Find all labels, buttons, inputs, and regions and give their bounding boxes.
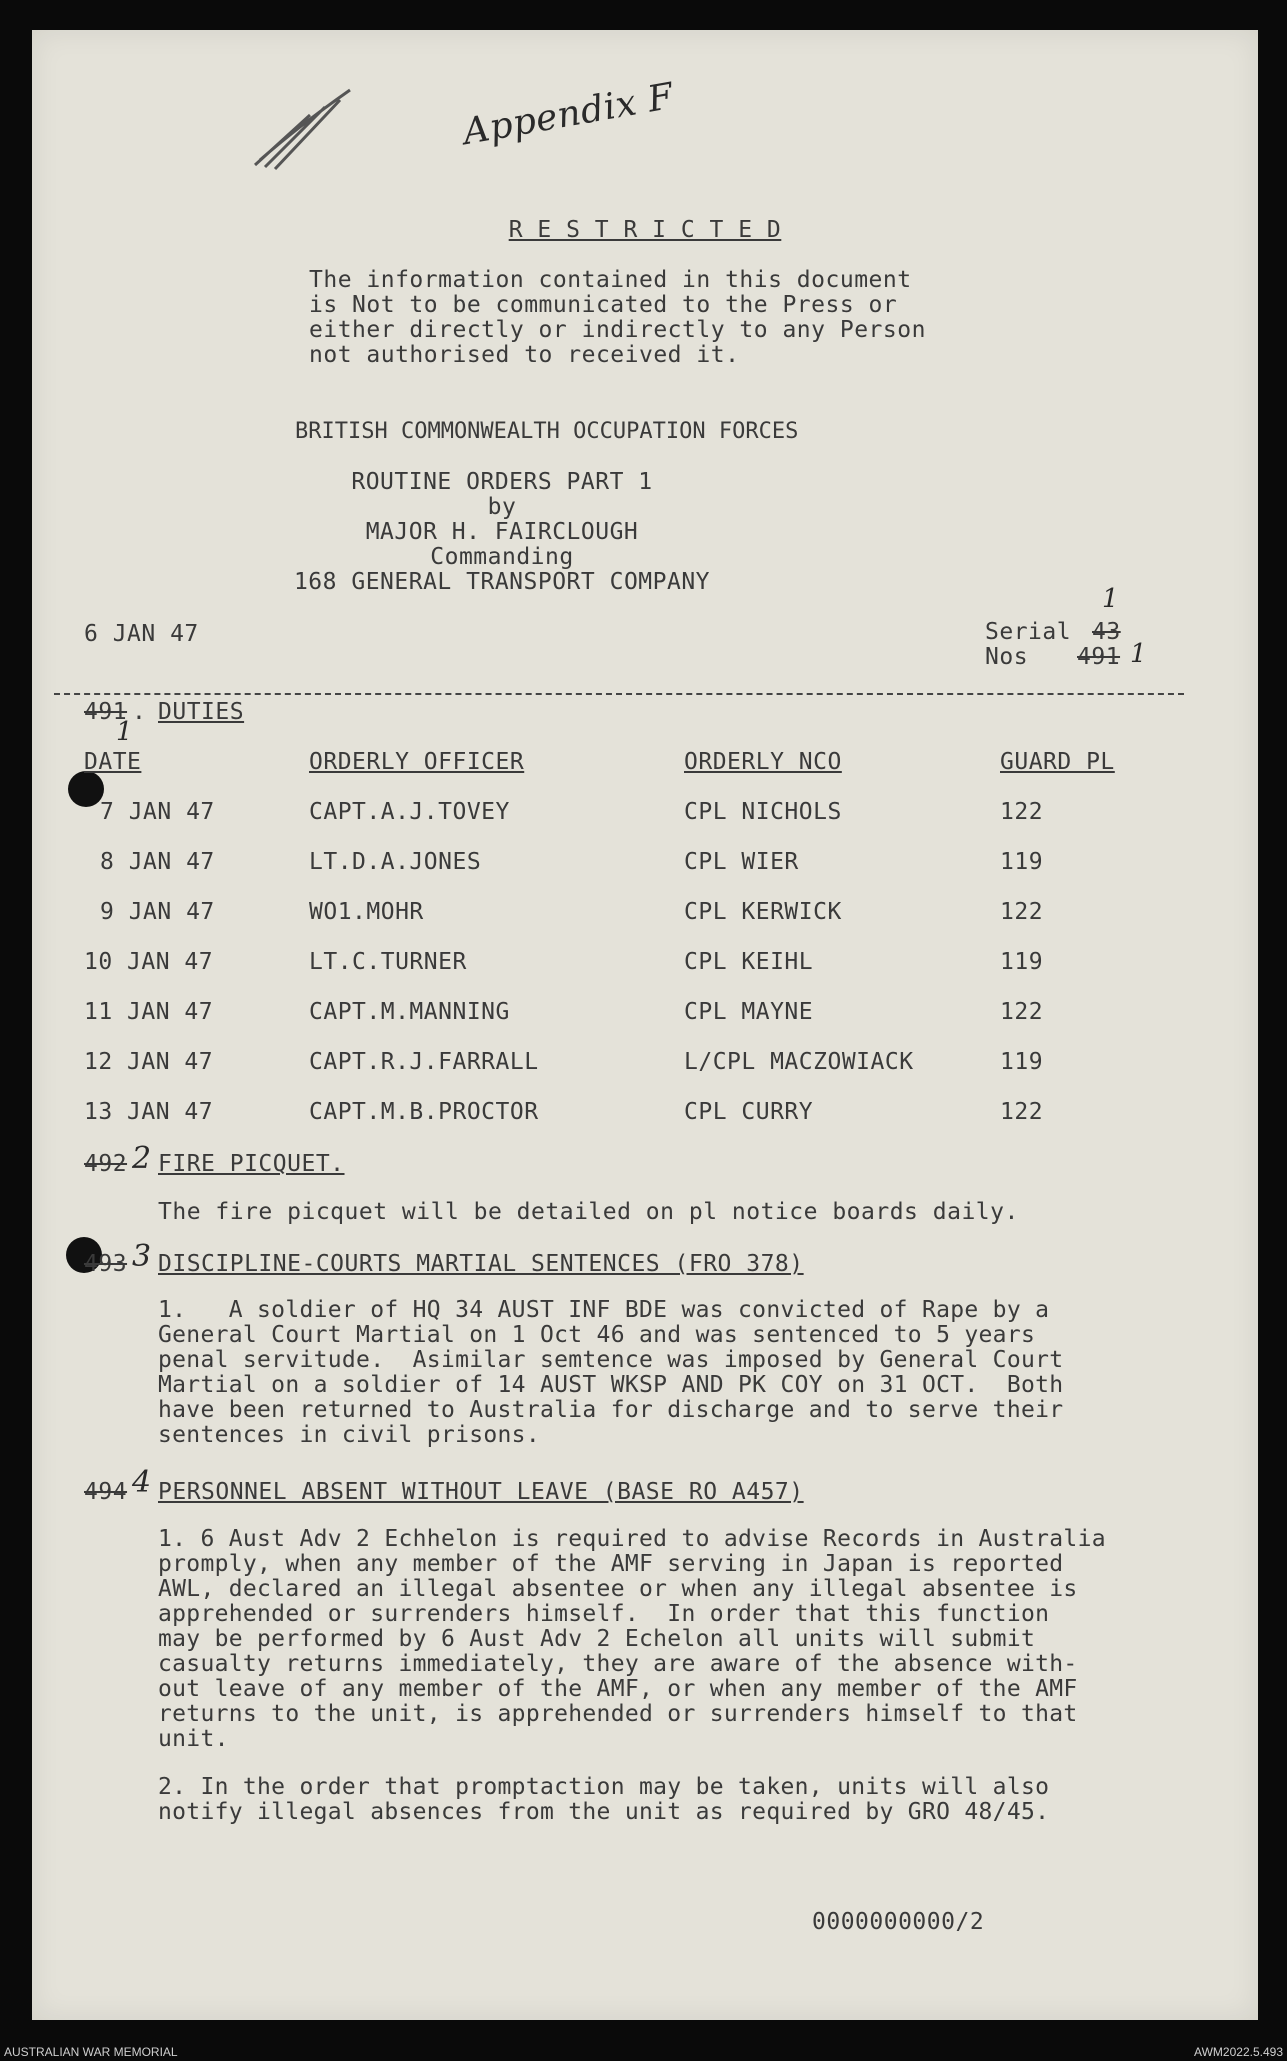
awl-paragraph-2: 2. In the order that promptaction may be taken, units will also notify illegal absences from the unit as required by GRO 48/45. bbox=[158, 1774, 1050, 1825]
title-line: ROUTINE ORDERS PART 1 bbox=[351, 469, 653, 495]
duty-date: 12 JAN 47 bbox=[84, 1049, 214, 1075]
notice-line: not authorised to received it. bbox=[309, 342, 740, 368]
orderly-officer: LT.C.TURNER bbox=[309, 949, 467, 975]
item-struck-number: 491 bbox=[84, 699, 128, 725]
notice-line: either directly or indirectly to any Person bbox=[309, 317, 926, 343]
nos-struck-number: 491 bbox=[1077, 644, 1121, 670]
item-struck-number: 492 bbox=[84, 1151, 128, 1177]
guard-pl: 119 bbox=[1000, 949, 1044, 975]
title-line: by bbox=[487, 494, 517, 520]
discipline-heading: DISCIPLINE-COURTS MARTIAL SENTENCES (FRO 378) bbox=[158, 1251, 804, 1277]
orderly-officer: CAPT.A.J.TOVEY bbox=[309, 799, 510, 825]
column-header-orderly-nco: ORDERLY NCO bbox=[684, 749, 842, 775]
nos-correction: 1 bbox=[1130, 639, 1148, 669]
awl-heading: PERSONNEL ABSENT WITHOUT LEAVE (BASE RO A457) bbox=[158, 1479, 804, 1505]
guard-pl: 122 bbox=[1000, 799, 1044, 825]
serial-correction: 1 bbox=[1102, 584, 1120, 614]
guard-pl: 122 bbox=[1000, 899, 1044, 925]
orderly-nco: CPL NICHOLS bbox=[684, 799, 842, 825]
item-correction: 3 bbox=[132, 1239, 152, 1274]
restricted-heading: R E S T R I C T E D bbox=[508, 217, 782, 243]
item-struck-number: 493 bbox=[84, 1251, 128, 1277]
duties-heading: DUTIES bbox=[158, 699, 245, 725]
binder-hole bbox=[68, 771, 104, 807]
order-date: 6 JAN 47 bbox=[84, 621, 199, 647]
orderly-officer: WO1.MOHR bbox=[309, 899, 424, 925]
orderly-nco: CPL KERWICK bbox=[684, 899, 842, 925]
duty-date: 9 JAN 47 bbox=[100, 899, 215, 925]
organisation-title: BRITISH COMMONWEALTH OCCUPATION FORCES bbox=[295, 419, 799, 444]
title-line: MAJOR H. FAIRCLOUGH bbox=[365, 519, 639, 545]
discipline-paragraph: 1. A soldier of HQ 34 AUST INF BDE was convicted of Rape by a General Court Martial on 1 Oct 46 and was sentenced to 5 years penal servitude. Asimilar semtence was imposed by General Court Martial on a soldier of 14 AUST WKSP AND PK COY on 31 OCT. Both have been returned to Australia for discharge and to serve their sentences in civil prisons. bbox=[158, 1297, 1064, 1448]
item-correction: 4 bbox=[132, 1465, 152, 1500]
serial-label: Serial bbox=[985, 619, 1072, 645]
orderly-officer: CAPT.R.J.FARRALL bbox=[309, 1049, 539, 1075]
initials-scribble bbox=[250, 85, 370, 175]
column-header-guard-pl: GUARD PL bbox=[1000, 749, 1115, 775]
footer-reference: AWM2022.5.493 bbox=[1194, 2045, 1283, 2059]
duty-date: 10 JAN 47 bbox=[84, 949, 214, 975]
duty-date: 7 JAN 47 bbox=[100, 799, 215, 825]
duty-date: 11 JAN 47 bbox=[84, 999, 214, 1025]
column-header-orderly-officer: ORDERLY OFFICER bbox=[309, 749, 525, 775]
orderly-officer: CAPT.M.MANNING bbox=[309, 999, 510, 1025]
guard-pl: 122 bbox=[1000, 1099, 1044, 1125]
guard-pl: 122 bbox=[1000, 999, 1044, 1025]
item-correction: 2 bbox=[132, 1141, 152, 1176]
fire-picquet-heading: FIRE PICQUET. bbox=[158, 1151, 345, 1177]
footer-credit: AUSTRALIAN WAR MEMORIAL bbox=[4, 2045, 178, 2059]
title-line: 168 GENERAL TRANSPORT COMPANY bbox=[293, 569, 711, 595]
orderly-nco: L/CPL MACZOWIACK bbox=[684, 1049, 914, 1075]
appendix-note: Appendix F bbox=[460, 75, 677, 154]
item-correction: 1 bbox=[116, 717, 134, 747]
duty-date: 8 JAN 47 bbox=[100, 849, 215, 875]
notice-line: is Not to be communicated to the Press or bbox=[309, 292, 898, 318]
page-reference: 0000000000/2 bbox=[812, 1909, 985, 1935]
orderly-nco: CPL KEIHL bbox=[684, 949, 814, 975]
guard-pl: 119 bbox=[1000, 849, 1044, 875]
fire-picquet-text: The fire picquet will be detailed on pl notice boards daily. bbox=[158, 1199, 1019, 1225]
serial-struck-number: 43 bbox=[1092, 619, 1121, 645]
column-header-date: DATE bbox=[84, 749, 142, 775]
title-line: Commanding bbox=[430, 544, 574, 570]
document-page: Appendix F R E S T R I C T E D The information contained in this document is Not to be communicated to the Press or either directly or indirectly to any Person not authorised to received it. BRITISH COMMONWEALTH OCCUPATION FORCES ROUTINE ORDERS PART 1 by MAJOR H. FAIRCLOUGH Commanding 168 GENERAL TRANSPORT COMPANY 6 JAN 47 1 Serial 43 Nos 491 1 491 . DUTIES 1 DATE ORDERLY OFFICER ORDERLY NCO GUARD PL 7 JAN 47 CAPT.A.J.TOVEY CPL NICHOLS 122 8 JAN 47 LT.D.A.JONES CPL WIER 119 9 JAN 47 WO1.MOHR CPL KERWICK 122 10 JAN 47 LT.C.TURNER CPL KEIHL 119 11 JAN 47 CAPT.M.MANNING CPL MAYNE 122 12 JAN 47 CAPT.R.J.FARRALL L/CPL MACZOWIACK 119 13 JAN 47 CAPT.M.B.PROCTOR CPL CURRY 122 492 2 FIRE PICQUET. The fire picquet will be detailed on pl notice boards daily. 493 3 DISCIPLINE-COURTS MARTIAL SENTENCES (FRO 378) 1. A soldier of HQ 34 AUST INF BDE was convicted of Rape by a General Court Martial on 1 Oct 46 and was sentenced to 5 years penal servitude. Asimilar semtence was imposed by General Court Martial on a soldier of 14 AUST WKSP AND PK COY on 31 OCT. Both have been returned to Australia for discharge and to serve their sentences in civil prisons. 494 4 PERSONNEL ABSENT WITHOUT LEAVE (BASE RO A457) 1. 6 Aust Adv 2 Echhelon is required to advise Records in Australia promply, when any member of the AMF serving in Japan is reported AWL, declared an illegal absentee or when any illegal absentee is apprehended or surrenders himself. In order that this function may be performed by 6 Aust Adv 2 Echelon all units will submit casualty returns immediately, they are aware of the absence with- out leave of any member of the AMF, or when any member of the AMF returns to the unit, is apprehended or surrenders himself to that unit. 2. In the order that promptaction may be taken, units will also notify illegal absences from the unit as required by GRO 48/45. 0000000000/2 bbox=[32, 30, 1258, 2020]
awl-paragraph-1: 1. 6 Aust Adv 2 Echhelon is required to advise Records in Australia promply, when any member of the AMF serving in Japan is reported AWL, declared an illegal absentee or when any illegal absentee is apprehended or surrenders himself. In order that this function may be performed by 6 Aust Adv 2 Echelon all units will submit casualty returns immediately, they are aware of the absence with- out leave of any member of the AMF, or when any member of the AMF returns to the unit, is apprehended or surrenders himself to that unit. bbox=[158, 1526, 1106, 1752]
notice-line: The information contained in this document bbox=[309, 267, 912, 293]
guard-pl: 119 bbox=[1000, 1049, 1044, 1075]
duty-date: 13 JAN 47 bbox=[84, 1099, 214, 1125]
orderly-officer: CAPT.M.B.PROCTOR bbox=[309, 1099, 539, 1125]
orderly-nco: CPL MAYNE bbox=[684, 999, 814, 1025]
orderly-nco: CPL CURRY bbox=[684, 1099, 814, 1125]
section-divider bbox=[54, 693, 1184, 695]
orderly-nco: CPL WIER bbox=[684, 849, 799, 875]
nos-label: Nos bbox=[985, 644, 1029, 670]
item-struck-number: 494 bbox=[84, 1479, 128, 1505]
orderly-officer: LT.D.A.JONES bbox=[309, 849, 482, 875]
